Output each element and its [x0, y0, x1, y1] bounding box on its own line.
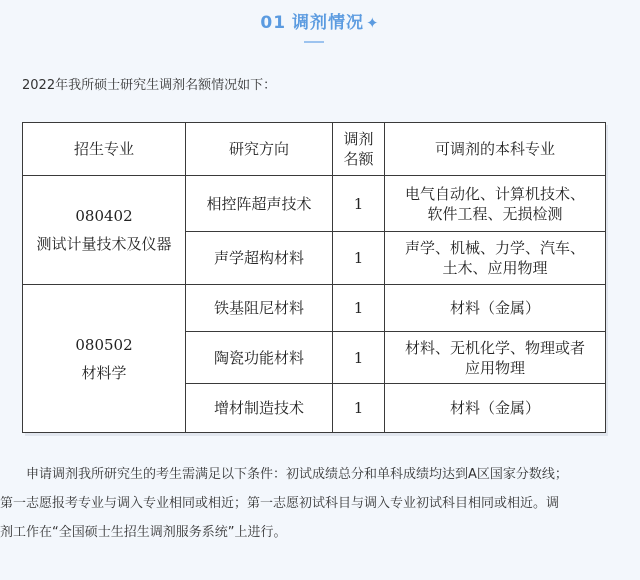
conditions-line: 申请调剂我所研究生的考生需满足以下条件：初试成绩总分和单科成绩均达到A区国家分数线； [0, 467, 568, 482]
quota-cell: 1 [333, 332, 385, 384]
undergrad-line: 土木、应用物理 [442, 259, 548, 277]
direction-cell: 铁基阻尼材料 [186, 285, 333, 332]
section-title: 调剂情况 [292, 13, 365, 33]
header-quota [333, 123, 385, 176]
major-cell [23, 176, 186, 285]
conditions-line: 剂工作在“全国硕士生招生调剂服务系统”上进行。 [0, 525, 287, 540]
heading-underline [304, 41, 324, 43]
intro-text: 2022年我所硕士研究生调剂名额情况如下： [22, 78, 277, 93]
major-code: 080402 [75, 207, 133, 225]
undergrad-cell [385, 232, 606, 285]
section-number: 01 [260, 13, 287, 33]
quota-cell: 1 [333, 176, 385, 232]
undergrad-line: 声学、机械、力学、汽车、 [404, 239, 585, 257]
header-quota-line1: 调剂 [343, 130, 374, 148]
undergrad-line: 材料、无机化学、物理或者 [404, 338, 585, 357]
undergrad-line: 软件工程、无损检测 [427, 204, 563, 223]
quota-cell: 1 [333, 285, 385, 332]
direction-cell: 陶瓷功能材料 [186, 332, 333, 384]
conditions-line: 第一志愿报考专业与调入专业相同或相近；第一志愿初试科目与调入专业初试科目相同或相近。调 [0, 496, 560, 511]
table-header-row [23, 123, 606, 176]
undergrad-cell [385, 176, 606, 232]
undergrad-cell: 材料（金属） [385, 384, 606, 433]
direction-cell: 增材制造技术 [186, 384, 333, 433]
undergrad-cell: 材料（金属） [385, 285, 606, 332]
undergrad-cell [385, 332, 606, 384]
undergrad-line: 应用物理 [464, 358, 525, 377]
quota-table-container [22, 122, 605, 433]
header-major: 招生专业 [23, 123, 186, 176]
direction-cell: 声学超构材料 [186, 232, 333, 285]
sparkle-icon: ✦ [366, 14, 380, 32]
header-quota-line2: 名额 [343, 150, 374, 168]
table-row [23, 176, 606, 232]
major-cell [23, 285, 186, 433]
quota-cell: 1 [333, 232, 385, 285]
quota-cell: 1 [333, 384, 385, 433]
quota-table [22, 122, 606, 433]
header-undergrad: 可调剂的本科专业 [385, 123, 606, 176]
major-name: 材料学 [81, 363, 127, 382]
undergrad-line: 电气自动化、计算机技术、 [404, 184, 585, 203]
section-heading [0, 8, 640, 33]
conditions-paragraph [0, 460, 640, 547]
direction-cell: 相控阵超声技术 [186, 176, 333, 232]
header-direction: 研究方向 [186, 123, 333, 176]
major-code: 080502 [75, 335, 133, 354]
table-row [23, 285, 606, 332]
major-name: 测试计量技术及仪器 [36, 235, 172, 253]
